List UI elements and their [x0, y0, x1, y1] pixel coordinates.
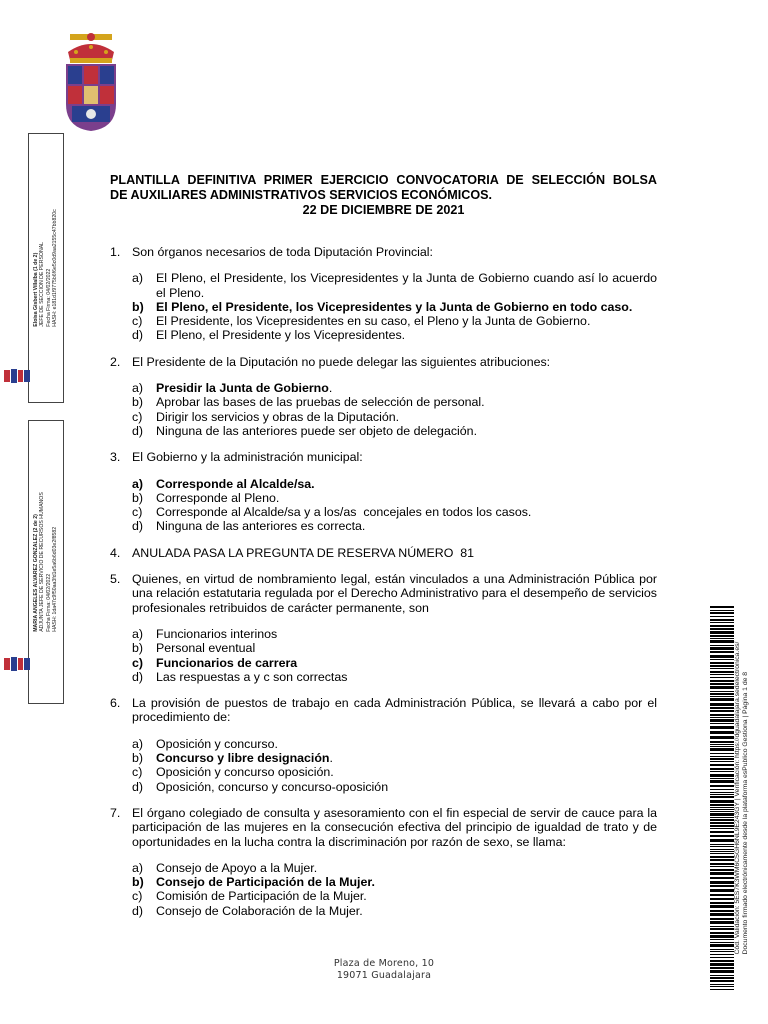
correct-option: [132, 875, 657, 889]
barcode-bar: [710, 606, 734, 608]
option-text: El Pleno, el Presidente, los Vicepresidentes y la Junta de Gobierno en todo caso.: [156, 299, 633, 314]
barcode-bar: [710, 954, 734, 955]
question-1: [110, 245, 657, 343]
barcode-bar: [710, 796, 734, 798]
barcode-bar: [710, 918, 734, 920]
option-list: [132, 737, 657, 794]
option-suffix: .: [328, 381, 333, 396]
barcode-bar: [710, 674, 734, 675]
question-6: [110, 696, 657, 794]
question-number: 2.: [110, 354, 121, 369]
barcode-bar: [710, 651, 734, 653]
option-text: El Presidente, los Vicepresidentes en su caso, el Pleno y la Junta de Gobierno.: [156, 314, 591, 329]
option: [132, 641, 657, 655]
barcode-bar: [710, 723, 734, 724]
barcode-bar: [710, 612, 734, 614]
option: [132, 889, 657, 903]
barcode-bar: [710, 616, 734, 617]
barcode-bar: [710, 949, 734, 950]
barcode-bar: [710, 831, 734, 833]
option-letter: d): [132, 903, 144, 918]
barcode-bar: [710, 970, 734, 973]
barcode-bar: [710, 921, 734, 924]
barcode-bar: [710, 785, 734, 787]
barcode-bar: [710, 668, 734, 669]
barcode-bar: [710, 726, 734, 729]
question-list: [110, 245, 657, 918]
option-text: Consejo de Participación de la Mujer.: [156, 875, 375, 890]
barcode-bar: [710, 638, 734, 639]
option: [132, 861, 657, 875]
barcode-bar: [710, 778, 734, 779]
barcode-bar: [710, 822, 734, 824]
barcode-bar: [710, 944, 734, 947]
signature-panel-2: [28, 420, 64, 704]
option-letter: d): [132, 328, 144, 343]
option-text: Comisión de Participación de la Mujer.: [156, 889, 367, 904]
option-letter: d): [132, 669, 144, 684]
option-text: Concurso y libre designación: [156, 751, 330, 766]
option: [132, 670, 657, 684]
option-letter: c): [132, 314, 143, 329]
option: [132, 271, 657, 300]
option-text: Presidir la Junta de Gobierno: [156, 381, 329, 396]
question-text: El órgano colegiado de consulta y asesoramiento con el fin especial de servir de cauce para la participación de las mujeres en la consecución efectiva del principio de igualdad de trato y de oportunidades en la lucha contra la discriminación por razón de sexo, se llama:: [132, 805, 657, 849]
barcode-bar: [710, 768, 734, 770]
verification-code: Cód. Validación: 5ES7K3WM6C5GH6NL9E243GY | Verificación: https://dguadalajara.sedelectronica.es/: [734, 641, 741, 955]
option-list: [132, 861, 657, 918]
barcode-bar: [710, 707, 734, 709]
barcode-bar: [710, 849, 734, 850]
barcode-bar: [710, 662, 734, 664]
option-list: [132, 381, 657, 438]
barcode-bar: [710, 866, 734, 867]
barcode-bar: [710, 986, 734, 987]
barcode-bar: [710, 647, 734, 650]
barcode-bar: [710, 731, 734, 734]
barcode-bar: [710, 894, 734, 896]
barcode-bar: [710, 967, 734, 969]
option-letter: a): [132, 271, 144, 286]
option-text: Oposición y concurso oposición.: [156, 765, 334, 780]
barcode-bar: [710, 780, 734, 783]
signer-name: MARIA ANGELES ALVAREZ GONZALEZ (2 de 2): [33, 514, 40, 632]
barcode-bar: [710, 696, 734, 697]
barcode-bar: [710, 942, 734, 943]
barcode-bar: [710, 889, 734, 892]
question-number: 6.: [110, 696, 121, 711]
barcode-bar: [710, 671, 734, 673]
barcode-bar: [710, 984, 734, 985]
option-text: Consejo de Colaboración de la Mujer.: [156, 903, 363, 918]
option-text: El Pleno, el Presidente, los Vicepresidentes y la Junta de Gobierno cuando así lo acuerdo el Pleno.: [156, 271, 657, 300]
option-letter: b): [132, 641, 144, 656]
barcode-bar: [710, 719, 734, 722]
signature-text-2: [33, 492, 59, 632]
question-number: 1.: [110, 245, 121, 259]
barcode-bar: [710, 635, 734, 637]
signature-hash: HASH: e181d1f9775b6f6e5c0d9aa2155c47bb820c: [52, 209, 59, 327]
barcode-bar: [710, 686, 734, 689]
question-7: [110, 806, 657, 918]
question-number: 7.: [110, 805, 121, 820]
barcode-bar: [710, 756, 734, 757]
signature-panel-1: [28, 133, 64, 403]
barcode: [710, 606, 734, 990]
option-suffix: .: [329, 751, 333, 766]
option-list: [132, 477, 657, 534]
barcode-bar: [710, 789, 734, 790]
option: [132, 328, 657, 342]
barcode-bar: [710, 691, 734, 692]
option-text: El Pleno, el Presidente y los Vicepresidentes.: [156, 328, 406, 343]
barcode-bar: [710, 809, 734, 810]
option-text: Consejo de Apoyo a la Mujer.: [156, 860, 318, 875]
barcode-bar: [710, 951, 734, 952]
barcode-bar: [710, 717, 734, 718]
question-text: Son órganos necesarios de toda Diputación Provincial:: [132, 245, 433, 259]
barcode-bar: [710, 631, 734, 634]
signer-role: ADJUNTA JEFE DE SERVICIO DE RECURSOS HUMANOS: [39, 492, 46, 632]
barcode-bar: [710, 714, 734, 716]
barcode-bar: [710, 764, 734, 766]
barcode-bar: [710, 957, 734, 958]
option-letter: d): [132, 779, 144, 794]
barcode-bar: [710, 989, 734, 990]
option-text: Oposición, concurso y concurso-oposición: [156, 779, 389, 794]
option: [132, 765, 657, 779]
signature-seal-icon: [4, 656, 30, 672]
barcode-bar: [710, 932, 734, 934]
option-letter: a): [132, 381, 144, 396]
barcode-bar: [710, 898, 734, 900]
option-letter: a): [132, 626, 144, 641]
option: [132, 410, 657, 424]
question-number: 4.: [110, 545, 121, 560]
barcode-bar: [710, 902, 734, 904]
barcode-bar: [710, 771, 734, 772]
barcode-bar: [710, 622, 734, 623]
barcode-bar: [710, 846, 734, 847]
option-text: Corresponde al Pleno.: [156, 490, 280, 505]
barcode-bar: [710, 813, 734, 816]
option: [132, 780, 657, 794]
barcode-bar: [710, 885, 734, 887]
barcode-bar: [710, 913, 734, 916]
option-text: Funcionarios interinos: [156, 626, 278, 641]
option-text: Aprobar las bases de las pruebas de selección de personal.: [156, 395, 485, 410]
option-letter: b): [132, 395, 144, 410]
barcode-bar: [710, 939, 734, 940]
option-text: Corresponde al Alcalde/sa.: [156, 476, 315, 491]
question-text: Quienes, en virtud de nombramiento legal, están vinculados a una Administración Pública por una relación estatutaria regulada por el Derecho Administrativo para el desempeño de servicios profesionales retribuidos de carácter permanente, son: [132, 572, 657, 615]
barcode-bar: [710, 863, 734, 865]
footer-street: Plaza de Moreno, 10: [333, 958, 435, 969]
option-letter: c): [132, 889, 143, 904]
signer-name: Eloisa Gisbert Villalba (1 de 2): [33, 252, 40, 327]
barcode-bar: [710, 625, 734, 627]
option-text: Oposición y concurso.: [156, 736, 278, 751]
option-text: Corresponde al Alcalde/sa y a los/as concejales en todos los casos.: [156, 505, 532, 520]
barcode-bar: [710, 698, 734, 701]
barcode-bar: [710, 774, 734, 777]
signature-hash: HASH: 1da47c9f50aa3fd1e5a6b6d03e2f8582: [52, 526, 59, 632]
option: [132, 314, 657, 328]
option-letter: b): [132, 299, 144, 314]
barcode-bar: [710, 839, 734, 842]
document-title: [110, 173, 657, 218]
barcode-bar: [710, 748, 734, 751]
barcode-bar: [710, 819, 734, 821]
option: [132, 627, 657, 641]
footer-address: [0, 958, 768, 982]
correct-option: [132, 751, 657, 765]
barcode-bar: [710, 877, 734, 879]
barcode-bar: [710, 960, 734, 962]
signature-seal-icon: [4, 368, 30, 384]
barcode-bar: [710, 872, 734, 875]
barcode-bar: [710, 710, 734, 712]
barcode-bar: [710, 680, 734, 682]
barcode-bar: [710, 640, 734, 643]
option-text: Las respuestas a y c son correctas: [156, 669, 348, 684]
barcode-bar: [710, 977, 734, 979]
barcode-bar: [710, 905, 734, 908]
signature-date: Fecha Firma: 04/02/2022: [46, 268, 52, 327]
option: [132, 395, 657, 409]
option: [132, 424, 657, 438]
question-text: ANULADA PASA LA PREGUNTA DE RESERVA NÚMERO 81: [132, 545, 475, 560]
barcode-bar: [710, 703, 734, 706]
barcode-bar: [710, 610, 734, 611]
document-date: 22 DE DICIEMBRE DE 2021: [302, 203, 465, 217]
question-4: [110, 546, 657, 560]
title-line-2: DE AUXILIARES ADMINISTRATIVOS SERVICIOS ECONÓMICOS.: [110, 188, 493, 202]
barcode-bar: [710, 807, 734, 808]
question-text: La provisión de puestos de trabajo en cada Administración Pública, se llevará a cabo por el procedimiento de:: [132, 696, 657, 725]
title-line-1: PLANTILLA DEFINITIVA PRIMER EJERCICIO CONVOCATORIA DE SELECCIÓN BOLSA: [110, 173, 657, 187]
barcode-bar: [710, 761, 734, 762]
option-letter: c): [132, 765, 143, 780]
option-text: Funcionarios de carrera: [156, 655, 298, 670]
barcode-bar: [710, 835, 734, 837]
barcode-bar: [710, 975, 734, 976]
option-letter: b): [132, 751, 144, 766]
option: [132, 904, 657, 918]
correct-option: [132, 300, 657, 314]
signature-date: Fecha Firma: 04/02/2022: [46, 573, 52, 632]
barcode-bar: [710, 869, 734, 871]
option-letter: c): [132, 409, 143, 424]
barcode-bar: [710, 746, 734, 747]
footer-city: 19071 Guadalajara: [336, 970, 432, 981]
option-text: Dirigir los servicios y obras de la Diputación.: [156, 409, 400, 424]
option-letter: b): [132, 490, 144, 505]
signer-role: JEFE DE SECCION DE PERSONAL: [39, 241, 46, 327]
option-list: [132, 627, 657, 684]
barcode-bar: [710, 655, 734, 658]
barcode-bar: [710, 853, 734, 854]
option-letter: a): [132, 736, 144, 751]
option-text: Personal eventual: [156, 641, 256, 656]
barcode-bar: [710, 744, 734, 745]
question-5: [110, 572, 657, 684]
barcode-bar: [710, 693, 734, 695]
barcode-bar: [710, 935, 734, 938]
question-3: [110, 450, 657, 533]
barcode-bar: [710, 926, 734, 927]
barcode-bar: [710, 645, 734, 646]
barcode-bar: [710, 910, 734, 912]
coat-of-arms-logo: [62, 32, 120, 132]
option: [132, 505, 657, 519]
option-letter: c): [132, 505, 143, 520]
barcode-bar: [710, 856, 734, 858]
barcode-bar: [710, 753, 734, 754]
barcode-bar: [710, 736, 734, 739]
option-list: [132, 271, 657, 342]
barcode-bar: [710, 811, 734, 812]
option-letter: a): [132, 860, 144, 875]
barcode-bar: [710, 851, 734, 852]
barcode-bar: [710, 758, 734, 760]
barcode-bar: [710, 659, 734, 660]
verification-platform: Documento firmado electrónicamente desde la plataforma esPublico Gestiona | Página 1 de 8: [742, 671, 749, 955]
barcode-bar: [710, 828, 734, 829]
barcode-bar: [710, 665, 734, 667]
barcode-bar: [710, 980, 734, 982]
barcode-bar: [710, 963, 734, 966]
barcode-bar: [710, 804, 734, 806]
correct-option: [132, 477, 657, 491]
correct-option: [132, 381, 657, 395]
option: [132, 737, 657, 751]
option-letter: c): [132, 655, 144, 670]
option-letter: a): [132, 476, 144, 491]
option-letter: d): [132, 519, 144, 534]
barcode-bar: [710, 859, 734, 861]
question-2: [110, 355, 657, 438]
option-text: Ninguna de las anteriores es correcta.: [156, 519, 366, 534]
barcode-bar: [710, 683, 734, 685]
question-text: El Gobierno y la administración municipal:: [132, 450, 363, 465]
barcode-bar: [710, 825, 734, 827]
question-number: 5.: [110, 572, 121, 587]
question-number: 3.: [110, 450, 121, 465]
option-text: Ninguna de las anteriores puede ser objeto de delegación.: [156, 423, 478, 438]
barcode-bar: [710, 628, 734, 630]
barcode-bar: [710, 817, 734, 818]
barcode-bar: [710, 792, 734, 793]
barcode-bar: [710, 881, 734, 884]
barcode-bar: [710, 677, 734, 678]
barcode-bar: [710, 928, 734, 930]
barcode-bar: [710, 619, 734, 621]
question-text: El Presidente de la Diputación no puede delegar las siguientes atribuciones:: [132, 354, 551, 369]
signature-text-1: [33, 209, 59, 326]
barcode-bar: [710, 844, 734, 845]
barcode-bar: [710, 800, 734, 803]
correct-option: [132, 656, 657, 670]
barcode-bar: [710, 741, 734, 743]
option-letter: d): [132, 423, 144, 438]
barcode-bar: [710, 794, 734, 795]
option-letter: b): [132, 875, 144, 890]
option: [132, 491, 657, 505]
option: [132, 519, 657, 533]
verification-text: [734, 642, 750, 955]
